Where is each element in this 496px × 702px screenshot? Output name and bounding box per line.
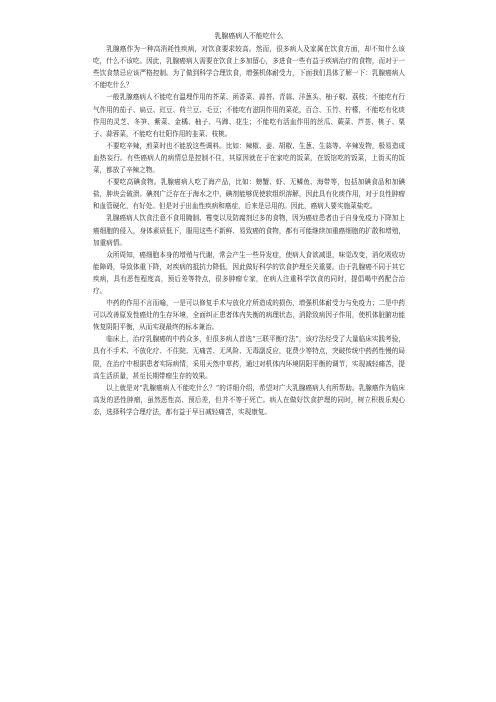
paragraph-warming-foods: 一般乳腺癌病人不能吃有温埋作用的芥菜、函香菜、蒜苔、青蒜、洋葱头、柚子椒、荔枝；不能吃有行气作用的茄子、扁豆、豇豆、荷兰豆、毛豆；不能吃有滋阴作用的菜花，百合、玉竹、柠檬，不能吃有化痰作用的灵芝、冬笋、紫菜、金橘、柚子、马蹄、花生；不能吃有活血作用的丝瓜、蕨菜、芦荟、桃子、栗子、蒜蓉菜，不能吃有壮阳作用的韭菜、枝桃。 [93,93,405,138]
paragraph-iodine-foods: 不要吃高碘食物。乳腺癌病人吃了海产品，比如：螃蟹、虾、无鳞鱼、海带等，包括加碘食品和加碘盐，肿块会破溃。碘剂广泛存在于海水之中，碘剂能够促使软组织溶解，因此具有化痰作用，对于良性肿瘤和血管硬化，有好处。但是对于出血性疾病和癌症，后来是忌用的。因此，癌病人要实施菜盐吃。 [93,178,405,211]
paragraph-conclusion: 以上就是对“乳腺癌病人不能吃什么？”的详细介绍，希望对广大乳腺癌病人有所帮助。乳腺癌作为临床高发的恶性肿瘤，虽然恶性高、预后差，但并不等于死亡。病人在做好饮食护理的同时，树立积极乐观心态，选择科学合理疗法，都有益于早日减轻痛苦，实现康复。 [93,383,405,416]
paragraph-nutrition-care: 众所周知，癌细胞本身的增殖与代谢，常会产生一些异发症，使病人食欲减退，味觉改变，消化吸收功能障碍，导致体重下降，对疾病的抵抗力降低，因此做好科学的饮食护理至关重要。由于乳腺癌不同于其它疾病，具有恶性程度高，预后差等特点，很多肿瘤专家，在病人注重科学饮食的同时，提倡喝中药配合治疗。 [93,250,405,295]
document-page [93,30,405,418]
paragraph-preserved-foods: 乳腺癌病人饮食注意不食用腌制、霉变以及防腐剂过多的食物，因为癌症患者由于自身免疫力下降加上癌细胞的侵入，身体素质低下，服用这些不新鲜、易致癌的食物，都有可能继续加重癌细胞的扩散和增殖，加重病情。 [93,214,405,247]
document-title: 乳腺癌病人不能吃什么 [214,32,284,40]
paragraph-clinical-therapy: 临床上，治疗乳腺癌的中药众多，但很多病人首选“三联平衡疗法”，该疗法经受了大量临床实践考验，具有不手术、不放化疗、不住院、无痛苦、无风险、无毒副反应，花费少等特点，突破传统中药药性慢的局限，在治疗中根据患者实际病情，采用天然中草药，通过对机体内环境阴阳平衡的调节，实现减轻痛苦，提高生活质量，甚至长期带瘤生存的效果。 [93,335,405,380]
paragraph-intro: 乳腺癌作为一种高消耗性疾病，对饮食要求较高。然而，很多病人及家属在饮食方面，却不知什么该吃，什么不该吃。因此，乳腺癌病人需要在饮食上多加留心，多进食一些有益于疾病治疗的食物，而对于一些饮食禁忌应该严格控制。为了做到科学合理饮食，增强机体耐受力，下面我们具体了解一下：乳腺癌病人不能吃什么？ [93,45,405,90]
paragraph-spicy-foods: 不要吃辛辣，煎菜时也不能放这些调料。比如：辣椒、姜、胡椒、生葱、生蒜等。辛辣发物，极易造成血热妄行。有些癌病人的病情总是控制不住，其原因就在于在家吃的饭菜，在饭馆吃的饭菜，上街买的饭菜，都放了辛辣之物。 [93,141,405,175]
paragraph-tcm-role: 中药的作用不言而喻，一是可以修复手术与放化疗所造成的损伤，增强机体耐受力与免疫力；二是中药可以改善原发性癌灶的生存环境，全面纠正患者体内失衡的病理状态，消除致病因子作用，使机体脏腑功能恢复阴阳平衡，从而实现最终的标本兼治。 [93,299,405,332]
